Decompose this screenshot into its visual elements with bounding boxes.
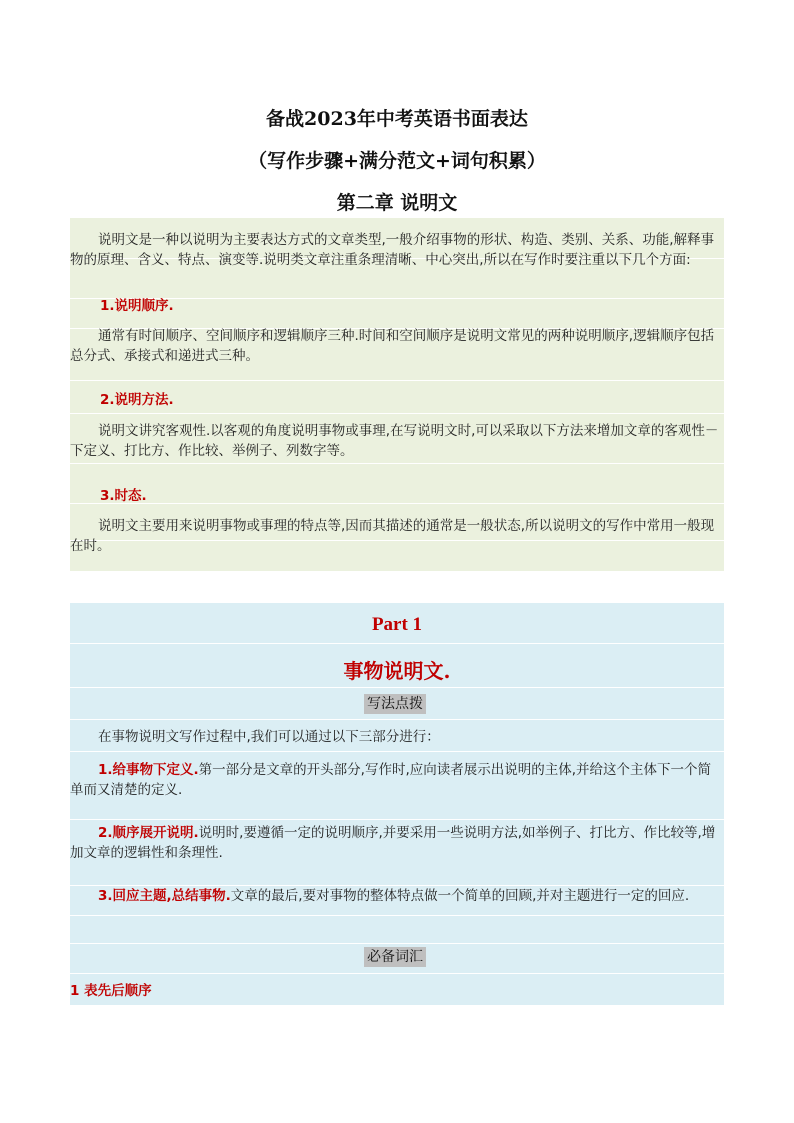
part-label: Part 1 <box>371 614 423 635</box>
chapter-title: 第二章 说明文 <box>336 192 458 214</box>
step-2 <box>70 823 724 863</box>
step-1-text: 第一部分是文章的开头部分,写作时,应向读者展示出说明的主体,并给这个主体下一个简单而又清楚的定义. <box>70 762 712 798</box>
intro-paragraph-2: 通常有时间顺序、空间顺序和逻辑顺序三种.时间和空间顺序是说明文常见的两种说明顺序,逻辑顺序包括总分式、承接式和递进式三种。 <box>70 328 715 364</box>
step-1-heading: 1.给事物下定义. <box>98 762 199 778</box>
intro-paragraph-4: 说明文主要用来说明事物或事理的特点等,因而其描述的通常是一般状态,所以说明文的写作中常用一般现在时。 <box>70 518 715 554</box>
step-3-text: 文章的最后,要对事物的整体特点做一个简单的回顾,并对主题进行一定的回应. <box>230 888 690 904</box>
intro-heading-tense: 3.时态. <box>100 488 147 504</box>
step-1 <box>70 760 724 800</box>
intro-paragraph-3: 说明文讲究客观性.以客观的角度说明事物或事理,在写说明文时,可以采取以下方法来增加文章的客观性－下定义、打比方、作比较、举例子、列数字等。 <box>70 423 719 459</box>
document-subtitle: （写作步骤+满分范文+词句积累） <box>248 150 546 172</box>
lead-paragraph: 在事物说明文写作过程中,我们可以通过以下三部分进行： <box>98 729 440 745</box>
writing-tips-tag: 写法点拨 <box>364 694 426 714</box>
part1-section <box>70 603 724 1005</box>
sequence-section-heading: 1 表先后顺序 <box>70 983 152 999</box>
intro-heading-method: 2.说明方法. <box>100 392 174 408</box>
step-3-heading: 3.回应主题,总结事物. <box>98 888 231 904</box>
step-3 <box>70 886 724 906</box>
part-title: 事物说明文. <box>343 659 451 683</box>
intro-heading-order: 1.说明顺序. <box>100 298 174 314</box>
document-title: 备战2023年中考英语书面表达 <box>266 108 528 130</box>
step-2-text: 说明时,要遵循一定的说明顺序,并要采用一些说明方法,如举例子、打比方、作比较等,增加文章的逻辑性和条理性. <box>70 825 716 861</box>
intro-section <box>70 218 724 571</box>
intro-paragraph-1: 说明文是一种以说明为主要表达方式的文章类型,一般介绍事物的形状、构造、类别、关系、功能,解释事物的原理、含义、特点、演变等.说明类文章注重条理清晰、中心突出,所以在写作时要注重以下几个方面: <box>70 232 715 268</box>
vocabulary-tag: 必备词汇 <box>364 947 426 967</box>
step-2-heading: 2.顺序展开说明. <box>98 825 199 841</box>
